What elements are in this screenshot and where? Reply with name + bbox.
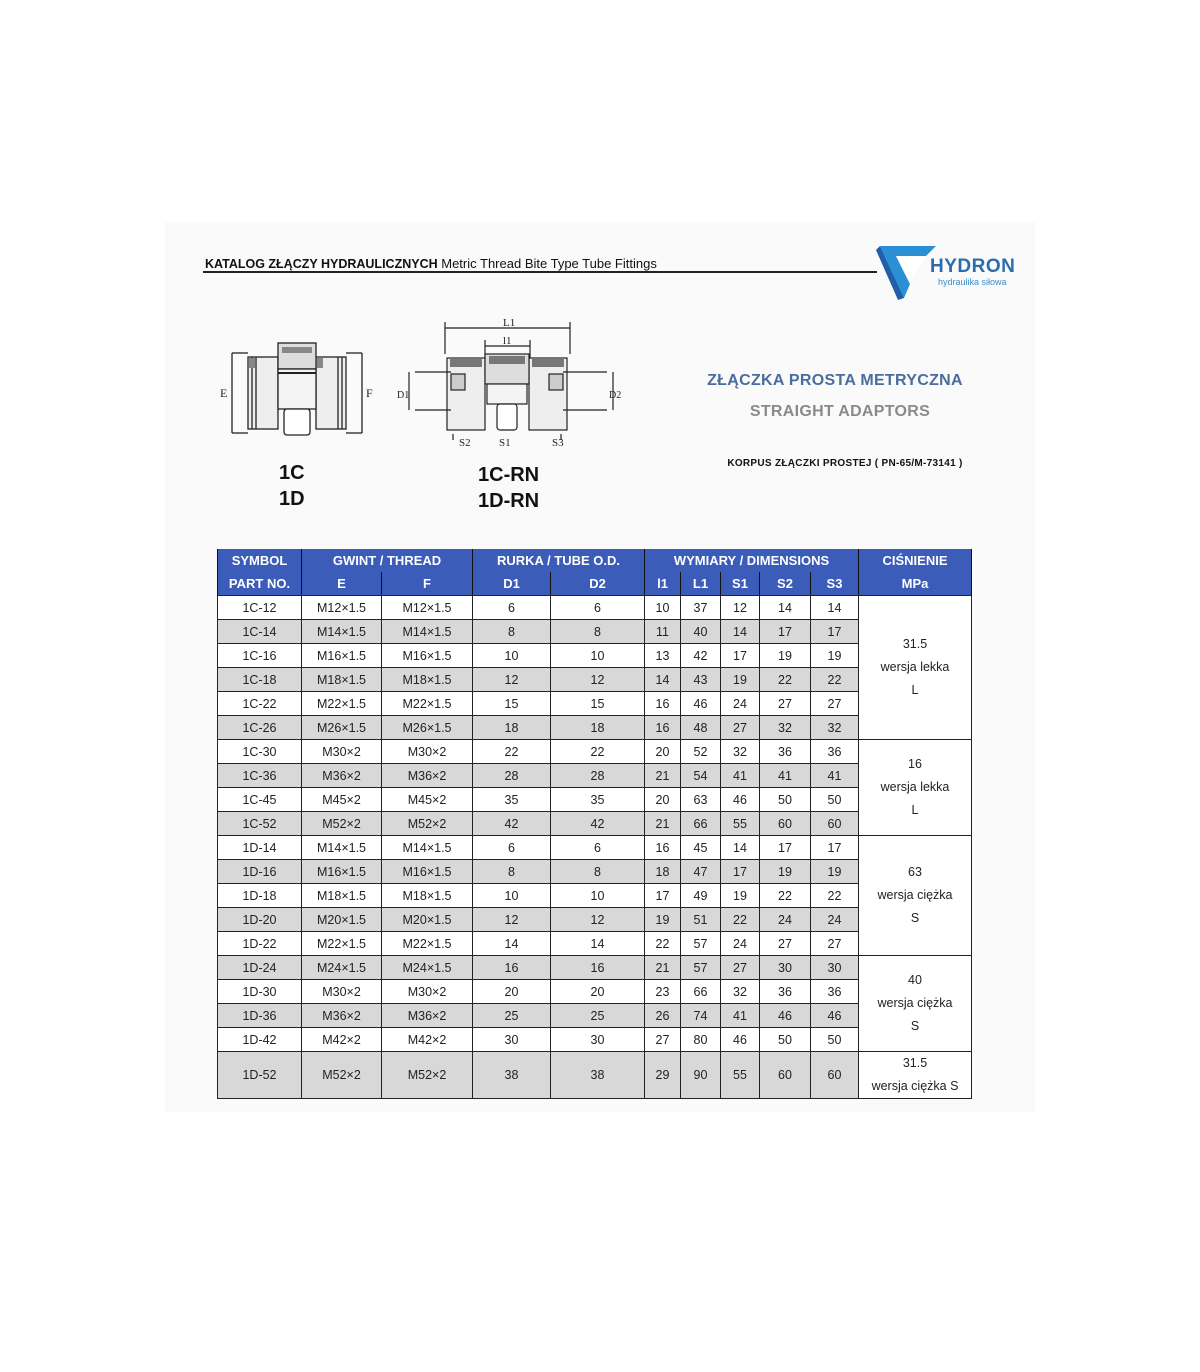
table-cell: 1C-36 — [218, 764, 302, 788]
table-cell: M22×1.5 — [302, 692, 382, 716]
table-cell: 13 — [645, 644, 681, 668]
table-cell: M42×2 — [302, 1028, 382, 1052]
table-cell: 30 — [551, 1028, 645, 1052]
table-cell: 19 — [760, 860, 811, 884]
table-cell: 24 — [721, 932, 760, 956]
table-cell: 17 — [721, 860, 760, 884]
table-cell: M30×2 — [382, 740, 473, 764]
pressure-type: wersja lekka — [880, 780, 950, 794]
table-cell: 22 — [645, 932, 681, 956]
pressure-code: L — [911, 803, 919, 817]
table-cell: 1C-16 — [218, 644, 302, 668]
table-cell: 42 — [681, 644, 721, 668]
dim-L1-label: L1 — [503, 317, 516, 329]
table-cell: 36 — [760, 980, 811, 1004]
table-cell: M16×1.5 — [302, 644, 382, 668]
table-cell: 10 — [473, 884, 551, 908]
table-cell: M45×2 — [382, 788, 473, 812]
table-cell: 30 — [760, 956, 811, 980]
col-header-d2: D2 — [551, 572, 645, 596]
table-row — [218, 1028, 972, 1052]
table-cell: 48 — [681, 716, 721, 740]
table-cell: 32 — [760, 716, 811, 740]
table-cell: 25 — [473, 1004, 551, 1028]
table-cell: 15 — [473, 692, 551, 716]
table-cell: 24 — [760, 908, 811, 932]
table-cell: 42 — [551, 812, 645, 836]
table-cell: 27 — [721, 716, 760, 740]
pressure-value: 16 — [908, 757, 922, 771]
table-cell: 8 — [473, 860, 551, 884]
table-cell: 1D-30 — [218, 980, 302, 1004]
col-header-l1-small: l1 — [645, 572, 681, 596]
catalog-subtitle: Metric Thread Bite Type Tube Fittings — [441, 256, 657, 271]
table-cell: M12×1.5 — [382, 596, 473, 620]
pressure-code: L — [911, 683, 919, 697]
pressure-cell — [859, 836, 972, 956]
table-row — [218, 884, 972, 908]
table-cell: 17 — [811, 620, 859, 644]
pressure-type: wersja ciężka — [877, 996, 953, 1010]
table-cell: 35 — [473, 788, 551, 812]
table-cell: M30×2 — [382, 980, 473, 1004]
pressure-value: 31.5 — [902, 637, 928, 651]
table-cell: 17 — [721, 644, 760, 668]
table-row — [218, 1004, 972, 1028]
table-cell: 22 — [760, 884, 811, 908]
table-cell: 47 — [681, 860, 721, 884]
table-cell: 55 — [721, 1052, 760, 1099]
table-cell: 17 — [760, 620, 811, 644]
table-cell: 60 — [760, 1052, 811, 1099]
table-row — [218, 644, 972, 668]
table-cell: M36×2 — [302, 1004, 382, 1028]
table-cell: 1D-20 — [218, 908, 302, 932]
table-cell: 55 — [721, 812, 760, 836]
table-row — [218, 836, 972, 860]
col-header-L1: L1 — [681, 572, 721, 596]
dim-e-label: E — [220, 386, 228, 400]
table-cell: 8 — [551, 620, 645, 644]
col-header-dimensions: WYMIARY / DIMENSIONS — [645, 549, 859, 572]
table-cell: 25 — [551, 1004, 645, 1028]
pressure-cell — [859, 740, 972, 836]
table-cell: 1D-14 — [218, 836, 302, 860]
table-cell: 40 — [681, 620, 721, 644]
table-cell: 12 — [721, 596, 760, 620]
table-cell: M52×2 — [382, 812, 473, 836]
table-cell: 50 — [760, 1028, 811, 1052]
table-cell: 12 — [473, 908, 551, 932]
table-cell: 19 — [811, 860, 859, 884]
table-cell: 10 — [645, 596, 681, 620]
pressure-code: S — [910, 1019, 920, 1033]
dim-S1-label: S1 — [499, 437, 511, 449]
table-cell: 19 — [760, 644, 811, 668]
table-cell: 1D-42 — [218, 1028, 302, 1052]
table-cell: 27 — [760, 932, 811, 956]
table-cell: M26×1.5 — [382, 716, 473, 740]
table-cell: 66 — [681, 812, 721, 836]
table-cell: M18×1.5 — [302, 884, 382, 908]
table-cell: M24×1.5 — [382, 956, 473, 980]
dim-D2-label: D2 — [609, 390, 622, 401]
col-header-e: E — [302, 572, 382, 596]
title-en: STRAIGHT ADAPTORS — [749, 403, 931, 420]
table-cell: 46 — [760, 1004, 811, 1028]
table-cell: 14 — [721, 620, 760, 644]
table-cell: 38 — [473, 1052, 551, 1099]
table-cell: 37 — [681, 596, 721, 620]
table-cell: M14×1.5 — [382, 620, 473, 644]
col-header-part-no: PART NO. — [218, 572, 302, 596]
table-cell: M16×1.5 — [382, 860, 473, 884]
table-cell: 29 — [645, 1052, 681, 1099]
title-pl: ZŁĄCZKA PROSTA METRYCZNA — [707, 372, 963, 389]
table-cell: 32 — [721, 980, 760, 1004]
table-cell: M30×2 — [302, 740, 382, 764]
table-cell: 18 — [645, 860, 681, 884]
catalog-title: KATALOG ZŁĄCZY HYDRAULICZNYCH — [205, 257, 438, 271]
table-row — [218, 908, 972, 932]
pressure-value: 40 — [908, 973, 922, 987]
table-cell: 6 — [473, 836, 551, 860]
table-cell: 1D-16 — [218, 860, 302, 884]
table-cell: 22 — [760, 668, 811, 692]
table-cell: 1D-22 — [218, 932, 302, 956]
table-row — [218, 596, 972, 620]
table-cell: 8 — [473, 620, 551, 644]
table-cell: 1C-26 — [218, 716, 302, 740]
table-body — [218, 596, 972, 1099]
table-cell: 50 — [760, 788, 811, 812]
pressure-value: 31.5 — [902, 1056, 928, 1070]
pressure-cell — [859, 956, 972, 1052]
table-cell: M14×1.5 — [382, 836, 473, 860]
table-cell: 20 — [645, 788, 681, 812]
table-cell: 21 — [645, 956, 681, 980]
table-cell: 1D-36 — [218, 1004, 302, 1028]
table-cell: 42 — [473, 812, 551, 836]
table-cell: 41 — [721, 764, 760, 788]
table-cell: 12 — [473, 668, 551, 692]
table-cell: 38 — [551, 1052, 645, 1099]
table-cell: 26 — [645, 1004, 681, 1028]
table-cell: 11 — [645, 620, 681, 644]
table-cell: 36 — [811, 740, 859, 764]
table-cell: M36×2 — [302, 764, 382, 788]
dim-l1-label: l1 — [503, 335, 512, 347]
table-row — [218, 620, 972, 644]
col-header-d1: D1 — [473, 572, 551, 596]
table-row — [218, 932, 972, 956]
table-cell: 51 — [681, 908, 721, 932]
table-cell: 63 — [681, 788, 721, 812]
table-row — [218, 764, 972, 788]
table-cell: 80 — [681, 1028, 721, 1052]
table-cell: M52×2 — [302, 812, 382, 836]
table-cell: 17 — [811, 836, 859, 860]
table-cell: 17 — [645, 884, 681, 908]
table-cell: M18×1.5 — [302, 668, 382, 692]
col-header-symbol: SYMBOL — [218, 549, 302, 572]
table-cell: 1C-14 — [218, 620, 302, 644]
table-cell: 1C-45 — [218, 788, 302, 812]
table-cell: 14 — [760, 596, 811, 620]
table-cell: M20×1.5 — [302, 908, 382, 932]
label-1d: 1D — [279, 488, 305, 510]
table-cell: M16×1.5 — [302, 860, 382, 884]
table-cell: M30×2 — [302, 980, 382, 1004]
table-cell: M14×1.5 — [302, 836, 382, 860]
table-cell: M26×1.5 — [302, 716, 382, 740]
table-row — [218, 668, 972, 692]
label-1c: 1C — [279, 462, 305, 484]
table-cell: 46 — [681, 692, 721, 716]
spec-table — [217, 549, 972, 1099]
label-1c-rn: 1C-RN — [478, 464, 540, 486]
table-cell: 18 — [551, 716, 645, 740]
drawing-1c-1d — [212, 335, 382, 445]
table-cell: 1C-18 — [218, 668, 302, 692]
table-cell: 1C-12 — [218, 596, 302, 620]
table-cell: 23 — [645, 980, 681, 1004]
col-header-tube: RURKA / TUBE O.D. — [473, 549, 645, 572]
table-cell: 30 — [473, 1028, 551, 1052]
table-cell: 1D-24 — [218, 956, 302, 980]
table-cell: 22 — [721, 908, 760, 932]
table-cell: 50 — [811, 1028, 859, 1052]
table-cell: 52 — [681, 740, 721, 764]
table-cell: 19 — [721, 884, 760, 908]
table-row — [218, 788, 972, 812]
table-cell: M36×2 — [382, 764, 473, 788]
table-cell: 90 — [681, 1052, 721, 1099]
table-row — [218, 812, 972, 836]
table-cell: M22×1.5 — [382, 692, 473, 716]
table-cell: 43 — [681, 668, 721, 692]
col-header-s1: S1 — [721, 572, 760, 596]
dim-S2-label: S2 — [459, 437, 471, 449]
col-header-thread: GWINT / THREAD — [302, 549, 473, 572]
hydron-logo — [874, 240, 1024, 304]
table-cell: M20×1.5 — [382, 908, 473, 932]
table-cell: 6 — [551, 596, 645, 620]
table-cell: 27 — [811, 692, 859, 716]
table-cell: 24 — [721, 692, 760, 716]
table-cell: M36×2 — [382, 1004, 473, 1028]
table-cell: 14 — [551, 932, 645, 956]
table-cell: 41 — [760, 764, 811, 788]
table-cell: 46 — [721, 1028, 760, 1052]
table-cell: M14×1.5 — [302, 620, 382, 644]
pressure-type: wersja ciężka S — [871, 1079, 959, 1093]
table-cell: 14 — [721, 836, 760, 860]
table-cell: 1D-18 — [218, 884, 302, 908]
table-cell: M22×1.5 — [382, 932, 473, 956]
table-cell: 27 — [760, 692, 811, 716]
table-cell: 10 — [551, 644, 645, 668]
table-cell: 22 — [473, 740, 551, 764]
table-cell: 35 — [551, 788, 645, 812]
table-cell: 28 — [473, 764, 551, 788]
table-cell: 1C-30 — [218, 740, 302, 764]
table-cell: 49 — [681, 884, 721, 908]
table-cell: M16×1.5 — [382, 644, 473, 668]
table-cell: 22 — [811, 668, 859, 692]
table-cell: 41 — [811, 764, 859, 788]
pressure-cell — [859, 596, 972, 740]
table-cell: 32 — [811, 716, 859, 740]
catalog-header — [205, 256, 657, 271]
table-cell: 19 — [721, 668, 760, 692]
table-cell: 57 — [681, 932, 721, 956]
label-1d-rn: 1D-RN — [478, 490, 540, 512]
table-cell: 21 — [645, 812, 681, 836]
table-cell: 27 — [645, 1028, 681, 1052]
table-cell: 1C-22 — [218, 692, 302, 716]
table-cell: 18 — [473, 716, 551, 740]
table-row — [218, 740, 972, 764]
table-cell: M52×2 — [302, 1052, 382, 1099]
table-cell: M52×2 — [382, 1052, 473, 1099]
table-cell: 60 — [811, 1052, 859, 1099]
table-cell: 28 — [551, 764, 645, 788]
table-cell: 60 — [811, 812, 859, 836]
table-cell: 32 — [721, 740, 760, 764]
table-row — [218, 1052, 972, 1099]
table-cell: 45 — [681, 836, 721, 860]
col-header-mpa: MPa — [859, 572, 972, 596]
table-header-bottom — [218, 572, 972, 596]
table-cell: 16 — [645, 716, 681, 740]
table-cell: 16 — [645, 836, 681, 860]
table-cell: 20 — [645, 740, 681, 764]
table-cell: 60 — [760, 812, 811, 836]
col-header-s3: S3 — [811, 572, 859, 596]
col-header-f: F — [382, 572, 473, 596]
table-cell: M18×1.5 — [382, 884, 473, 908]
table-cell: 10 — [551, 884, 645, 908]
table-header-top — [218, 549, 972, 572]
table-cell: 41 — [721, 1004, 760, 1028]
table-cell: 17 — [760, 836, 811, 860]
table-cell: 1C-52 — [218, 812, 302, 836]
table-cell: 14 — [473, 932, 551, 956]
table-cell: 50 — [811, 788, 859, 812]
table-cell: 46 — [811, 1004, 859, 1028]
table-row — [218, 692, 972, 716]
pressure-type: wersja lekka — [880, 660, 950, 674]
table-cell: 15 — [551, 692, 645, 716]
table-cell: 10 — [473, 644, 551, 668]
table-cell: 57 — [681, 956, 721, 980]
table-cell: 54 — [681, 764, 721, 788]
dim-f-label: F — [366, 386, 373, 400]
table-cell: 22 — [811, 884, 859, 908]
pressure-value: 63 — [908, 865, 922, 879]
table-cell: 16 — [473, 956, 551, 980]
table-cell: 12 — [551, 908, 645, 932]
table-cell: 27 — [811, 932, 859, 956]
header-divider — [203, 271, 877, 273]
dim-D1-label: D1 — [397, 390, 410, 401]
table-row — [218, 956, 972, 980]
table-cell: 36 — [811, 980, 859, 1004]
table-cell: M22×1.5 — [302, 932, 382, 956]
pressure-code: S — [910, 911, 920, 925]
dim-S3-label: S3 — [552, 437, 564, 449]
table-cell: 74 — [681, 1004, 721, 1028]
table-cell: 8 — [551, 860, 645, 884]
table-cell: 16 — [551, 956, 645, 980]
table-cell: 24 — [811, 908, 859, 932]
pressure-cell — [859, 1052, 972, 1099]
table-cell: 30 — [811, 956, 859, 980]
table-cell: 46 — [721, 788, 760, 812]
table-cell: 36 — [760, 740, 811, 764]
table-cell: 27 — [721, 956, 760, 980]
col-header-s2: S2 — [760, 572, 811, 596]
table-cell: M42×2 — [382, 1028, 473, 1052]
table-cell: 19 — [645, 908, 681, 932]
table-cell: 22 — [551, 740, 645, 764]
table-cell: 1D-52 — [218, 1052, 302, 1099]
table-cell: M12×1.5 — [302, 596, 382, 620]
table-cell: M24×1.5 — [302, 956, 382, 980]
table-cell: 20 — [473, 980, 551, 1004]
drawing-1c-rn — [395, 314, 630, 454]
col-header-pressure: CIŚNIENIE — [859, 549, 972, 572]
table-row — [218, 716, 972, 740]
table-cell: 6 — [473, 596, 551, 620]
table-row — [218, 980, 972, 1004]
table-cell: 20 — [551, 980, 645, 1004]
pressure-type: wersja ciężka — [877, 888, 953, 902]
table-cell: M45×2 — [302, 788, 382, 812]
table-cell: 21 — [645, 764, 681, 788]
table-cell: M18×1.5 — [382, 668, 473, 692]
table-row — [218, 860, 972, 884]
table-cell: 19 — [811, 644, 859, 668]
table-cell: 6 — [551, 836, 645, 860]
table-cell: 14 — [811, 596, 859, 620]
table-cell: 16 — [645, 692, 681, 716]
logo-tagline: hydraulika siłowa — [938, 277, 1007, 287]
table-cell: 14 — [645, 668, 681, 692]
table-cell: 66 — [681, 980, 721, 1004]
table-cell: 12 — [551, 668, 645, 692]
norm-reference: KORPUS ZŁĄCZKI PROSTEJ ( PN-65/M-73141 ) — [727, 458, 963, 469]
logo-name: HYDRON — [930, 256, 1016, 277]
